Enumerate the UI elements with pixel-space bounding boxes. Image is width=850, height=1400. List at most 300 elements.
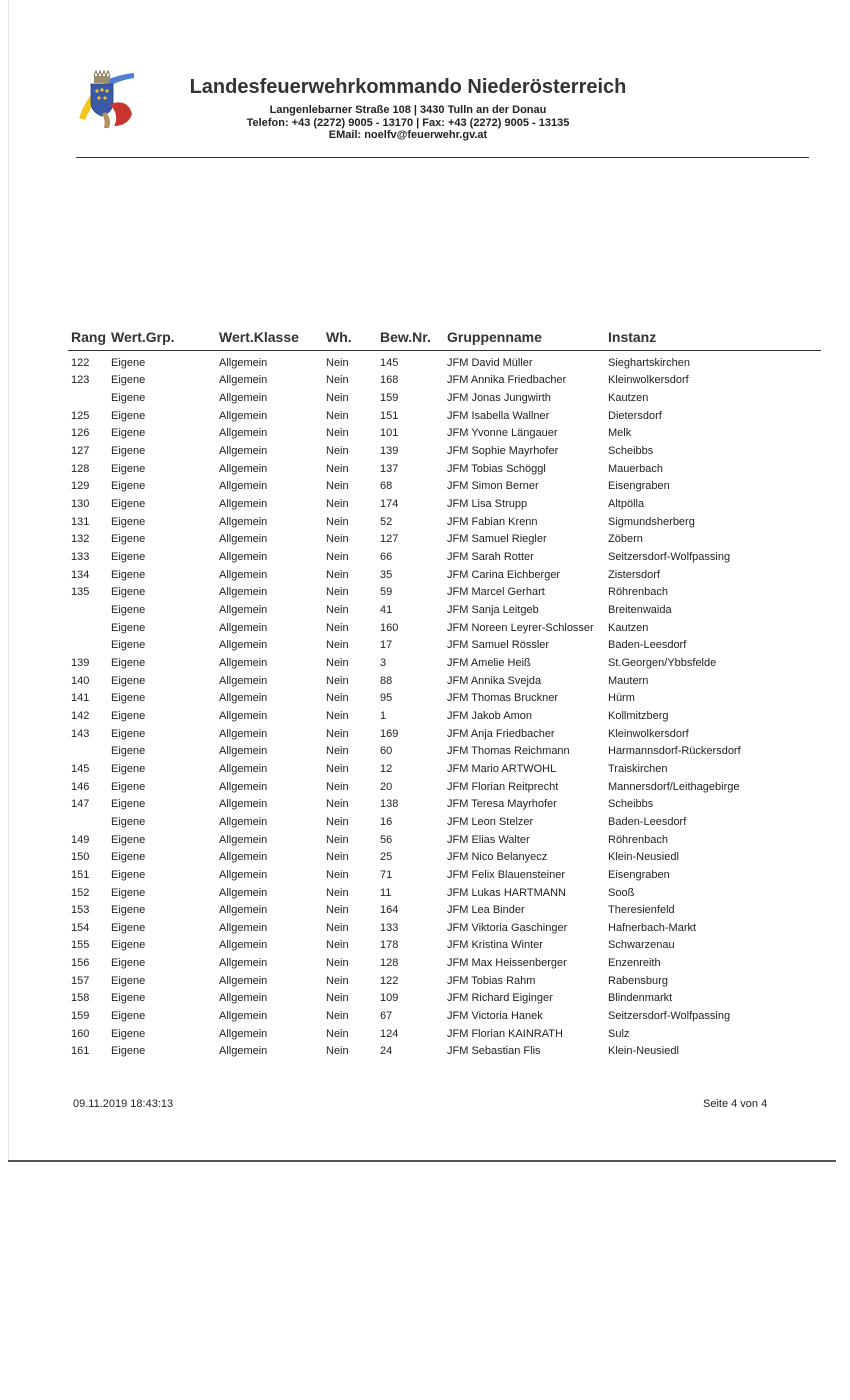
- cell-wert-grp: Eigene: [111, 674, 146, 687]
- column-header-wh: Wh.: [323, 324, 377, 351]
- cell-bew-nr: 95: [380, 692, 393, 705]
- cell-wh: Nein: [326, 639, 349, 652]
- cell-instanz: Scheibbs: [608, 445, 654, 458]
- cell-wh: Nein: [326, 939, 349, 952]
- cell-instanz: Röhrenbach: [608, 586, 668, 599]
- cell-wert-grp: Eigene: [111, 833, 146, 846]
- cell-rang: 143: [71, 727, 90, 740]
- cell-wh: Nein: [326, 621, 349, 634]
- cell-wert-klasse: Allgemein: [219, 656, 268, 669]
- page-number: Seite 4 von 4: [703, 1098, 768, 1110]
- header-divider: [76, 157, 809, 158]
- cell-instanz: Röhrenbach: [608, 833, 668, 846]
- cell-wert-klasse: Allgemein: [219, 815, 268, 828]
- cell-bew-nr: 60: [380, 745, 393, 758]
- cell-instanz: Seitzersdorf-Wolfpassing: [608, 551, 731, 564]
- cell-bew-nr: 3: [380, 656, 387, 669]
- cell-wert-klasse: Allgemein: [219, 868, 268, 881]
- table-row: [68, 1007, 821, 1025]
- column-header-gruppenname: Gruppenname: [444, 324, 605, 351]
- cell-wert-grp: Eigene: [111, 445, 146, 458]
- cell-wert-grp: Eigene: [111, 1010, 146, 1023]
- cell-wert-klasse: Allgemein: [219, 639, 268, 652]
- cell-bew-nr: 17: [380, 639, 393, 652]
- table-row: [68, 813, 821, 831]
- cell-wert-klasse: Allgemein: [219, 568, 268, 581]
- cell-instanz: Eisengraben: [608, 868, 670, 881]
- cell-gruppenname: JFM Carina Eichberger: [447, 568, 561, 581]
- cell-gruppenname: JFM Annika Friedbacher: [447, 374, 567, 387]
- table-row: [68, 1043, 821, 1061]
- table-row: [68, 407, 821, 425]
- cell-wert-grp: Eigene: [111, 462, 146, 475]
- table-row: [68, 351, 821, 372]
- cell-wert-klasse: Allgemein: [219, 533, 268, 546]
- cell-wh: Nein: [326, 974, 349, 987]
- organization-email: EMail: noelfv@feuerwehr.gv.at: [328, 129, 488, 141]
- cell-instanz: Mannersdorf/Leithagebirge: [608, 780, 740, 793]
- cell-gruppenname: JFM Leon Stelzer: [447, 815, 534, 828]
- cell-wert-grp: Eigene: [111, 851, 146, 864]
- print-timestamp: 09.11.2019 18:43:13: [73, 1098, 174, 1110]
- results-table: [68, 324, 821, 1060]
- cell-rang: 160: [71, 1027, 90, 1040]
- cell-wert-klasse: Allgemein: [219, 904, 268, 917]
- cell-rang: 149: [71, 833, 90, 846]
- cell-gruppenname: JFM Viktoria Gaschinger: [447, 921, 568, 934]
- cell-instanz: Eisengraben: [608, 480, 670, 493]
- cell-gruppenname: JFM Lea Binder: [447, 904, 525, 917]
- cell-rang: 155: [71, 939, 90, 952]
- cell-wh: Nein: [326, 551, 349, 564]
- cell-rang: 141: [71, 692, 90, 705]
- cell-rang: 135: [71, 586, 90, 599]
- cell-bew-nr: 68: [380, 480, 393, 493]
- cell-instanz: Seitzersdorf-Wolfpassing: [608, 1010, 731, 1023]
- cell-gruppenname: JFM Samuel Riegler: [447, 533, 547, 546]
- cell-wert-klasse: Allgemein: [219, 374, 268, 387]
- cell-bew-nr: 11: [380, 886, 392, 899]
- cell-wh: Nein: [326, 515, 349, 528]
- cell-wh: Nein: [326, 851, 349, 864]
- cell-bew-nr: 56: [380, 833, 393, 846]
- table-row: [68, 478, 821, 496]
- cell-rang: 127: [71, 445, 90, 458]
- cell-wert-grp: Eigene: [111, 745, 146, 758]
- cell-gruppenname: JFM Sarah Rotter: [447, 551, 534, 564]
- cell-wert-klasse: Allgemein: [219, 356, 268, 369]
- cell-wert-klasse: Allgemein: [219, 1010, 268, 1023]
- cell-bew-nr: 137: [380, 462, 399, 475]
- cell-instanz: Kautzen: [608, 392, 649, 405]
- cell-bew-nr: 124: [380, 1027, 399, 1040]
- cell-wh: Nein: [326, 462, 349, 475]
- cell-rang: 130: [71, 498, 90, 511]
- cell-instanz: Mautern: [608, 674, 649, 687]
- cell-instanz: Scheibbs: [608, 798, 654, 811]
- cell-instanz: Blindenmarkt: [608, 992, 673, 1005]
- cell-wh: Nein: [326, 480, 349, 493]
- cell-rang: [68, 619, 108, 637]
- cell-bew-nr: 168: [380, 374, 399, 387]
- table-body: [68, 351, 821, 1061]
- cell-wh: Nein: [326, 674, 349, 687]
- cell-wh: Nein: [326, 692, 349, 705]
- cell-wert-grp: Eigene: [111, 586, 146, 599]
- cell-rang: 147: [71, 798, 90, 811]
- cell-rang: [68, 601, 108, 619]
- cell-wh: Nein: [326, 445, 349, 458]
- cell-wert-klasse: Allgemein: [219, 498, 268, 511]
- cell-wert-klasse: Allgemein: [219, 851, 268, 864]
- cell-gruppenname: JFM Elias Walter: [447, 833, 530, 846]
- cell-bew-nr: 122: [380, 974, 399, 987]
- cell-wert-grp: Eigene: [111, 568, 146, 581]
- cell-bew-nr: 16: [380, 815, 393, 828]
- table-row: [68, 725, 821, 743]
- table-row: [68, 548, 821, 566]
- cell-bew-nr: 133: [380, 921, 399, 934]
- cell-rang: 151: [71, 868, 90, 881]
- organization-title: Landesfeuerwehrkommando Niederösterreich: [189, 76, 627, 98]
- cell-wert-grp: Eigene: [111, 392, 146, 405]
- cell-wert-grp: Eigene: [111, 921, 146, 934]
- cell-gruppenname: JFM Samuel Rössler: [447, 639, 550, 652]
- cell-gruppenname: JFM Lukas HARTMANN: [447, 886, 566, 899]
- cell-bew-nr: 88: [380, 674, 393, 687]
- cell-wert-grp: Eigene: [111, 939, 146, 952]
- cell-gruppenname: JFM Nico Belanyecz: [447, 851, 548, 864]
- table-row: [68, 425, 821, 443]
- cell-wh: Nein: [326, 957, 349, 970]
- cell-rang: 129: [71, 480, 90, 493]
- cell-instanz: Altpölla: [608, 498, 645, 511]
- cell-wh: Nein: [326, 921, 349, 934]
- table-row: [68, 654, 821, 672]
- cell-wert-klasse: Allgemein: [219, 392, 268, 405]
- cell-wh: Nein: [326, 586, 349, 599]
- cell-bew-nr: 71: [380, 868, 393, 881]
- cell-wh: Nein: [326, 709, 349, 722]
- table-row: [68, 495, 821, 513]
- cell-instanz: Hafnerbach-Markt: [608, 921, 697, 934]
- cell-bew-nr: 67: [380, 1010, 393, 1023]
- cell-wert-grp: Eigene: [111, 639, 146, 652]
- cell-bew-nr: 52: [380, 515, 393, 528]
- cell-wert-grp: Eigene: [111, 427, 146, 440]
- cell-wh: Nein: [326, 568, 349, 581]
- cell-gruppenname: JFM Simon Berner: [447, 480, 539, 493]
- cell-instanz: Sooß: [608, 886, 635, 899]
- table-row: [68, 601, 821, 619]
- cell-bew-nr: 145: [380, 356, 399, 369]
- cell-wert-grp: Eigene: [111, 656, 146, 669]
- cell-wh: Nein: [326, 727, 349, 740]
- table-row: [68, 442, 821, 460]
- cell-wert-klasse: Allgemein: [219, 462, 268, 475]
- table-row: [68, 372, 821, 390]
- cell-gruppenname: JFM Richard Eiginger: [447, 992, 553, 1005]
- cell-gruppenname: JFM David Müller: [447, 356, 533, 369]
- cell-wert-klasse: Allgemein: [219, 427, 268, 440]
- cell-instanz: Rabensburg: [608, 974, 668, 987]
- cell-rang: [68, 389, 108, 407]
- cell-wert-klasse: Allgemein: [219, 1027, 268, 1040]
- organization-address: Langenlebarner Straße 108 | 3430 Tulln an der Donau: [269, 104, 547, 116]
- cell-wert-klasse: Allgemein: [219, 727, 268, 740]
- cell-bew-nr: 101: [380, 427, 399, 440]
- cell-gruppenname: JFM Sanja Leitgeb: [447, 604, 539, 617]
- table-row: [68, 831, 821, 849]
- cell-bew-nr: 41: [380, 604, 393, 617]
- cell-rang: 126: [71, 427, 90, 440]
- cell-gruppenname: JFM Victoria Hanek: [447, 1010, 543, 1023]
- cell-gruppenname: JFM Teresa Mayrhofer: [447, 798, 557, 811]
- cell-wert-klasse: Allgemein: [219, 833, 268, 846]
- cell-rang: 154: [71, 921, 90, 934]
- cell-rang: 140: [71, 674, 90, 687]
- cell-bew-nr: 139: [380, 445, 399, 458]
- cell-rang: 142: [71, 709, 90, 722]
- cell-bew-nr: 25: [380, 851, 393, 864]
- cell-wert-klasse: Allgemein: [219, 674, 268, 687]
- coat-of-arms-logo: [76, 68, 136, 130]
- cell-bew-nr: 59: [380, 586, 393, 599]
- cell-wert-grp: Eigene: [111, 1027, 146, 1040]
- cell-instanz: Theresienfeld: [608, 904, 675, 917]
- cell-instanz: Klein-Neusiedl: [608, 851, 679, 864]
- table-row: [68, 760, 821, 778]
- column-header-wert-grp: Wert.Grp.: [108, 324, 216, 351]
- cell-gruppenname: JFM Amelie Heiß: [447, 656, 531, 669]
- table-row: [68, 689, 821, 707]
- cell-bew-nr: 160: [380, 621, 399, 634]
- cell-wert-klasse: Allgemein: [219, 921, 268, 934]
- cell-wh: Nein: [326, 904, 349, 917]
- cell-bew-nr: 128: [380, 957, 399, 970]
- cell-instanz: Kautzen: [608, 621, 649, 634]
- cell-rang: 146: [71, 780, 90, 793]
- cell-wh: Nein: [326, 409, 349, 422]
- table-row: [68, 919, 821, 937]
- cell-instanz: Baden-Leesdorf: [608, 639, 687, 652]
- cell-wh: Nein: [326, 533, 349, 546]
- table-row: [68, 584, 821, 602]
- cell-rang: 156: [71, 957, 90, 970]
- cell-rang: 158: [71, 992, 90, 1005]
- cell-wert-grp: Eigene: [111, 762, 146, 775]
- cell-wert-klasse: Allgemein: [219, 745, 268, 758]
- cell-gruppenname: JFM Jakob Amon: [447, 709, 532, 722]
- cell-wert-klasse: Allgemein: [219, 957, 268, 970]
- table-row: [68, 954, 821, 972]
- cell-wert-grp: Eigene: [111, 868, 146, 881]
- cell-wert-grp: Eigene: [111, 815, 146, 828]
- cell-wert-klasse: Allgemein: [219, 992, 268, 1005]
- cell-wert-grp: Eigene: [111, 551, 146, 564]
- cell-bew-nr: 24: [380, 1045, 393, 1058]
- cell-bew-nr: 20: [380, 780, 393, 793]
- column-header-wert-klasse: Wert.Klasse: [216, 324, 323, 351]
- cell-rang: [68, 637, 108, 655]
- cell-wh: Nein: [326, 745, 349, 758]
- cell-instanz: Harmannsdorf-Rückersdorf: [608, 745, 741, 758]
- cell-wert-klasse: Allgemein: [219, 586, 268, 599]
- cell-wert-grp: Eigene: [111, 409, 146, 422]
- table-row: [68, 901, 821, 919]
- cell-gruppenname: JFM Florian Reitprecht: [447, 780, 559, 793]
- cell-wh: Nein: [326, 427, 349, 440]
- cell-gruppenname: JFM Tobias Rahm: [447, 974, 536, 987]
- cell-wh: Nein: [326, 1045, 349, 1058]
- cell-gruppenname: JFM Fabian Krenn: [447, 515, 538, 528]
- cell-wh: Nein: [326, 1027, 349, 1040]
- cell-wh: Nein: [326, 1010, 349, 1023]
- cell-instanz: Schwarzenau: [608, 939, 675, 952]
- cell-wh: Nein: [326, 815, 349, 828]
- cell-instanz: Sieghartskirchen: [608, 356, 690, 369]
- table-row: [68, 795, 821, 813]
- cell-rang: 133: [71, 551, 90, 564]
- cell-rang: 145: [71, 762, 90, 775]
- cell-wert-klasse: Allgemein: [219, 709, 268, 722]
- table-row: [68, 972, 821, 990]
- cell-wert-grp: Eigene: [111, 533, 146, 546]
- table-row: [68, 742, 821, 760]
- cell-wh: Nein: [326, 392, 349, 405]
- cell-bew-nr: 159: [380, 392, 399, 405]
- cell-wert-klasse: Allgemein: [219, 1045, 268, 1058]
- cell-wert-klasse: Allgemein: [219, 798, 268, 811]
- cell-rang: 131: [71, 515, 90, 528]
- cell-wert-klasse: Allgemein: [219, 409, 268, 422]
- cell-rang: 132: [71, 533, 90, 546]
- cell-bew-nr: 109: [380, 992, 399, 1005]
- table-row: [68, 513, 821, 531]
- cell-rang: 150: [71, 851, 90, 864]
- table-row: [68, 866, 821, 884]
- table-row: [68, 566, 821, 584]
- table-row: [68, 707, 821, 725]
- cell-rang: 134: [71, 568, 90, 581]
- cell-rang: 152: [71, 886, 90, 899]
- cell-bew-nr: 174: [380, 498, 399, 511]
- cell-wert-grp: Eigene: [111, 992, 146, 1005]
- table-row: [68, 884, 821, 902]
- cell-instanz: Baden-Leesdorf: [608, 815, 687, 828]
- cell-rang: 161: [71, 1045, 90, 1058]
- cell-instanz: Kollmitzberg: [608, 709, 669, 722]
- cell-gruppenname: JFM Anja Friedbacher: [447, 727, 555, 740]
- organization-phone-fax: Telefon: +43 (2272) 9005 - 13170 | Fax: +43 (2272) 9005 - 13135: [246, 117, 570, 129]
- cell-wert-grp: Eigene: [111, 727, 146, 740]
- cell-wert-grp: Eigene: [111, 974, 146, 987]
- cell-instanz: Dietersdorf: [608, 409, 662, 422]
- cell-gruppenname: JFM Lisa Strupp: [447, 498, 528, 511]
- cell-bew-nr: 35: [380, 568, 393, 581]
- cell-wh: Nein: [326, 798, 349, 811]
- cell-gruppenname: JFM Felix Blauensteiner: [447, 868, 565, 881]
- table-row: [68, 460, 821, 478]
- cell-instanz: Melk: [608, 427, 632, 440]
- cell-instanz: Klein-Neusiedl: [608, 1045, 679, 1058]
- cell-instanz: Sigmundsherberg: [608, 515, 695, 528]
- cell-wert-grp: Eigene: [111, 1045, 146, 1058]
- table-row: [68, 1025, 821, 1043]
- cell-bew-nr: 138: [380, 798, 399, 811]
- cell-wert-grp: Eigene: [111, 798, 146, 811]
- cell-rang: 159: [71, 1010, 90, 1023]
- cell-gruppenname: JFM Thomas Reichmann: [447, 745, 570, 758]
- cell-wert-grp: Eigene: [111, 692, 146, 705]
- cell-wh: Nein: [326, 833, 349, 846]
- column-header-bew-nr: Bew.Nr.: [377, 324, 444, 351]
- cell-wert-klasse: Allgemein: [219, 886, 268, 899]
- cell-instanz: Kleinwolkersdorf: [608, 727, 689, 740]
- cell-wh: Nein: [326, 656, 349, 669]
- cell-wert-klasse: Allgemein: [219, 445, 268, 458]
- cell-rang: [68, 742, 108, 760]
- cell-wert-grp: Eigene: [111, 709, 146, 722]
- cell-wh: Nein: [326, 604, 349, 617]
- cell-gruppenname: JFM Mario ARTWOHL: [447, 762, 557, 775]
- cell-rang: 153: [71, 904, 90, 917]
- cell-wert-klasse: Allgemein: [219, 692, 268, 705]
- cell-gruppenname: JFM Isabella Wallner: [447, 409, 550, 422]
- cell-gruppenname: JFM Sophie Mayrhofer: [447, 445, 559, 458]
- cell-wh: Nein: [326, 780, 349, 793]
- cell-instanz: Kleinwolkersdorf: [608, 374, 689, 387]
- cell-instanz: Enzenreith: [608, 957, 661, 970]
- cell-wert-grp: Eigene: [111, 480, 146, 493]
- cell-instanz: St.Georgen/Ybbsfelde: [608, 656, 717, 669]
- cell-bew-nr: 12: [380, 762, 393, 775]
- cell-bew-nr: 66: [380, 551, 393, 564]
- cell-bew-nr: 1: [380, 709, 387, 722]
- table-row: [68, 619, 821, 637]
- cell-instanz: Sulz: [608, 1027, 630, 1040]
- cell-gruppenname: JFM Max Heissenberger: [447, 957, 567, 970]
- table-row: [68, 848, 821, 866]
- cell-wert-grp: Eigene: [111, 621, 146, 634]
- cell-wh: Nein: [326, 356, 349, 369]
- cell-gruppenname: JFM Thomas Bruckner: [447, 692, 559, 705]
- cell-wert-klasse: Allgemein: [219, 621, 268, 634]
- cell-bew-nr: 169: [380, 727, 399, 740]
- cell-wert-klasse: Allgemein: [219, 480, 268, 493]
- cell-wh: Nein: [326, 886, 349, 899]
- cell-instanz: Traiskirchen: [608, 762, 668, 775]
- cell-wert-grp: Eigene: [111, 374, 146, 387]
- cell-wh: Nein: [326, 868, 349, 881]
- cell-wert-grp: Eigene: [111, 904, 146, 917]
- table-row: [68, 531, 821, 549]
- cell-wert-klasse: Allgemein: [219, 939, 268, 952]
- cell-rang: 157: [71, 974, 90, 987]
- cell-rang: 122: [71, 356, 90, 369]
- cell-rang: 128: [71, 462, 90, 475]
- cell-gruppenname: JFM Annika Svejda: [447, 674, 542, 687]
- cell-wert-klasse: Allgemein: [219, 974, 268, 987]
- cell-instanz: Zöbern: [608, 533, 643, 546]
- cell-bew-nr: 127: [380, 533, 399, 546]
- cell-bew-nr: 151: [380, 409, 399, 422]
- cell-gruppenname: JFM Sebastian Flis: [447, 1045, 541, 1058]
- cell-rang: 123: [71, 374, 90, 387]
- column-header-rang: Rang: [68, 324, 108, 351]
- cell-wert-grp: Eigene: [111, 515, 146, 528]
- cell-gruppenname: JFM Tobias Schöggl: [447, 462, 546, 475]
